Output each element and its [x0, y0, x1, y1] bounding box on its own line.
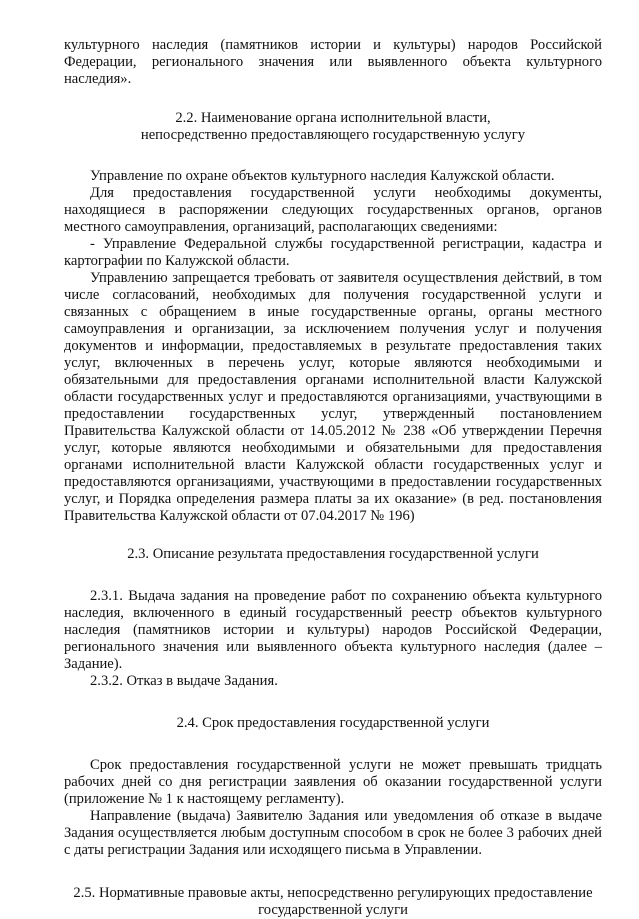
section-2-3-heading: 2.3. Описание результата предоставления государственной услуги: [127, 546, 539, 562]
section-2-3-paragraph: 2.3.2. Отказ в выдаче Задания.: [90, 673, 278, 689]
section-2-5-heading-line2: государственной услуги: [258, 902, 408, 918]
section-2-2-list-item: - Управление Федеральной службы государственной регистрации, кадастра и картографии по Калужской области.: [64, 236, 602, 269]
section-2-5-heading-line1: 2.5. Нормативные правовые акты, непосредственно регулирующих предоставление: [73, 885, 593, 901]
section-2-4-heading: 2.4. Срок предоставления государственной услуги: [176, 715, 490, 731]
section-2-2-heading-line2: непосредственно предоставляющего государственную услугу: [140, 127, 526, 143]
intro-paragraph: культурного наследия (памятников истории и культуры) народов Российской Федерации, регионального значения или выявленного объекта культурного наследия».: [64, 37, 602, 87]
section-2-2-heading-line1: 2.2. Наименование органа исполнительной власти,: [175, 110, 491, 126]
section-2-4-paragraph: Направление (выдача) Заявителю Задания или уведомления об отказе в выдаче Задания осуществляется любым доступным способом в срок не более 3 рабочих дней с даты регистрации Задания или исходящего письма в Управлении.: [64, 808, 602, 858]
section-2-2-paragraph: Управление по охране объектов культурного наследия Калужской области.: [90, 168, 555, 184]
section-2-2-heading: [64, 110, 602, 144]
section-2-4-paragraph: Срок предоставления государственной услуги не может превышать тридцать рабочих дней со дня регистрации заявления об оказании государственной услуги (приложение № 1 к настоящему регламенту).: [64, 757, 602, 807]
section-2-3-paragraph: 2.3.1. Выдача задания на проведение работ по сохранению объекта культурного наследия, включенного в единый государственный реестр объектов культурного наследия (памятников истории и культуры) народов Российской Федерации, регионального значения или выявленного объекта культурного наследия (далее – Задание).: [64, 588, 602, 672]
document-page: [64, 37, 602, 919]
section-2-2-paragraph: Управлению запрещается требовать от заявителя осуществления действий, в том числе согласований, необходимых для получения государственной услуги и связанных с обращением в иные государственные органы, органы местного самоуправления и организации, за исключением получения услуг и получения документов и информации, предоставляемых в результате предоставления таких услуг, включенных в перечень услуг, которые являются необходимыми и обязательными для предоставления органами исполнительной власти Калужской области государственных услуг и предоставляются организациями, участвующими в предоставлении государственных услуг, утвержденный постановлением Правительства Калужской области от 14.05.2012 № 238 «Об утверждении Перечня услуг, которые являются необходимыми и обязательными для предоставления органами исполнительной власти Калужской области государственных услуг и предоставляются организациями, участвующими в предоставлении государственных услуг, и Порядка определения размера платы за их оказание» (в ред. постановления Правительства Калужской области от 07.04.2017 № 196): [64, 270, 602, 524]
section-2-5-heading: [64, 885, 602, 919]
section-2-2-paragraph: Для предоставления государственной услуги необходимы документы, находящиеся в распоряжении следующих государственных органов, органов местного самоуправления, организаций, располагающих сведениями:: [64, 185, 602, 235]
